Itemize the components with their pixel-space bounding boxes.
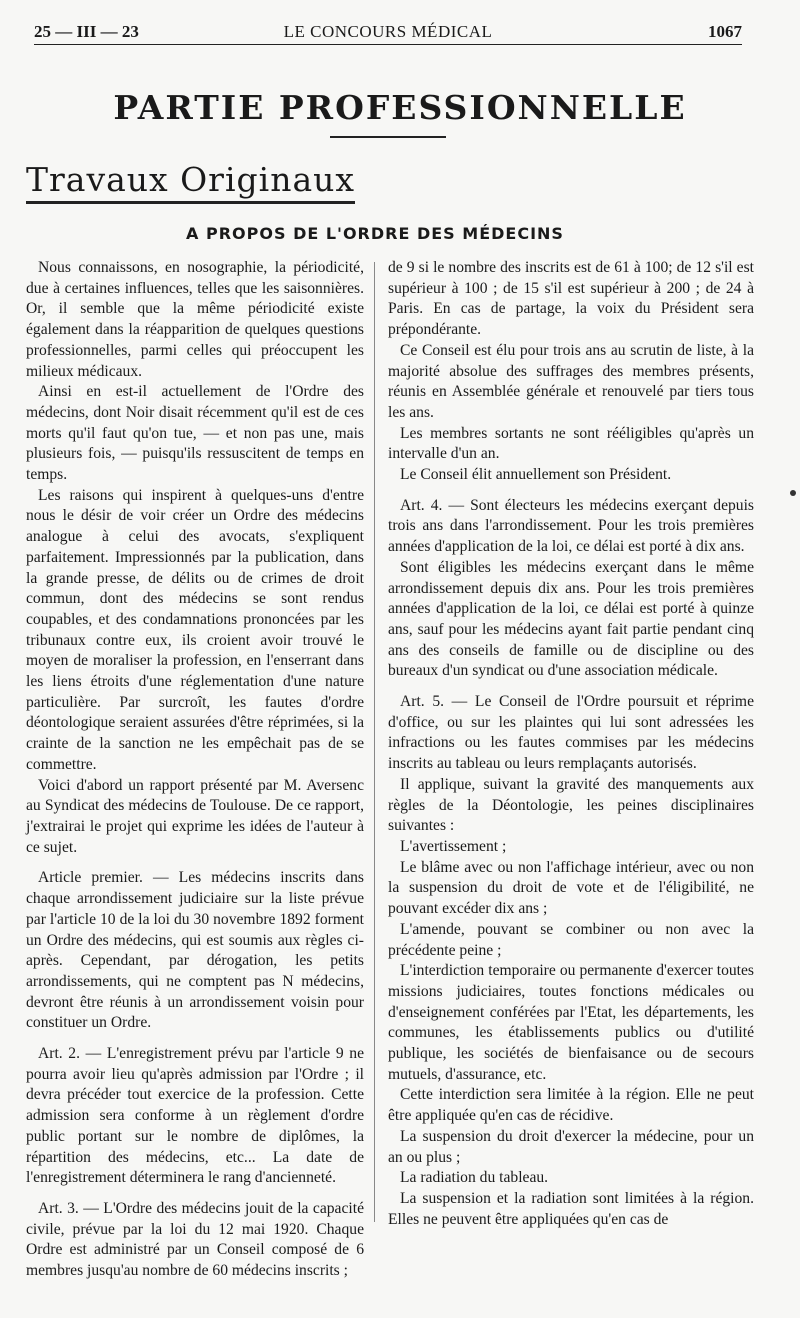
page-header — [34, 22, 742, 45]
paragraph: La suspension du droit d'exercer la médecine, pour un an ou plus ; — [388, 1127, 754, 1166]
paragraph: La radiation du tableau. — [400, 1169, 549, 1187]
journal-title: LE CONCOURS MÉDICAL — [283, 22, 493, 41]
paragraph: Le blâme avec ou non l'affichage intérieur, avec ou non la suspension du droit de vote et de l'éligibilité, ne pouvant excéder dix ans ; — [388, 858, 754, 918]
left-column — [26, 258, 364, 1282]
paragraph: Ainsi en est-il actuellement de l'Ordre des médecins, dont Noir disait récemment qu'il est de ces morts qu'il faut qu'on tue, — et non pas une, mais plusieurs fois, — puisqu'ils ressuscitent de temps en temps. — [26, 383, 364, 484]
column-divider — [374, 262, 375, 1222]
right-column — [388, 258, 754, 1230]
paragraph: Les raisons qui inspirent à quelques-uns d'entre nous le désir de voir créer un Ordre des médecins analogue à celui des avocats, s'expliquent parfaitement. Impressionnés par la publication, dans la grande presse, de délits ou de crimes de droit commun, dont des médecins se sont rendus coupables, et des condamnations prononcées par les tribunaux contre eux, ils croient avoir trouvé le moyen de moraliser la profession, en l'enserrant dans les liens étroits d'une réglementation d'une nature particulière. Par surcroît, les fautes d'ordre déontologique seraient assurées d'être réprimées, si la crainte de la sanction ne les empêchait pas de se commettre. — [26, 486, 364, 773]
issue-date: 25 — III — 23 — [34, 22, 139, 41]
paragraph: Les membres sortants ne sont rééligibles qu'après un intervalle d'un an. — [388, 424, 754, 463]
paragraph: Le Conseil élit annuellement son Président. — [400, 466, 672, 484]
paragraph: Art. 3. — L'Ordre des médecins jouit de la capacité civile, prévue par la loi du 12 mai 1920. Chaque Ordre est administré par un Conseil composé de 6 membres jusqu'au nombre de 60 médecins inscrits ; — [26, 1199, 364, 1280]
paragraph: Art. 5. — Le Conseil de l'Ordre poursuit et réprime d'office, ou sur les plaintes qui lui sont adressées les infractions ou les fautes commises par les médecins inscrits au tableau ou leurs remplaçants autorisés. — [388, 693, 754, 773]
paragraph: L'avertissement ; — [400, 837, 507, 855]
paragraph: L'interdiction temporaire ou permanente d'exercer toutes missions judiciaires, toutes fonctions médicales ou d'enseignement conférées par l'Etat, les départements, les communes, les établissements publics ou d'utilité publique, les sociétés de bienfaisance ou de secours mutuels, d'assurance, etc. — [388, 962, 754, 1083]
paragraph: Article premier. — Les médecins inscrits dans chaque arrondissement judiciaire sur la liste prévue par l'article 10 de la loi du 30 novembre 1892 forment un Ordre des médecins, qui est soumis aux règles ci-après. Cependant, par dérogation, les petits arrondissements, qui ne comptent pas N médecins, devront être réunis à un arrondissement voisin pour constituer un Ordre. — [26, 869, 364, 1032]
paragraph: Ce Conseil est élu pour trois ans au scrutin de liste, à la majorité absolue des suffrages des membres présents, réunis en Assemblée générale et renouvelé par tiers tous les ans. — [388, 341, 754, 421]
section-divider — [330, 136, 446, 138]
paragraph: Il applique, suivant la gravité des manquements aux règles de la Déontologie, les peines disciplinaires suivantes : — [388, 775, 754, 835]
article-title: A PROPOS DE L'ORDRE DES MÉDECINS — [186, 224, 564, 243]
paragraph: Voici d'abord un rapport présenté par M. Aversenc au Syndicat des médecins de Toulouse. De ce rapport, j'extrairai le projet qui exprime les idées de l'auteur à ce sujet. — [26, 776, 364, 856]
paragraph: L'amende, pouvant se combiner ou non avec la précédente peine ; — [388, 920, 754, 959]
paragraph: Art. 2. — L'enregistrement prévu par l'article 9 ne pourra avoir lieu qu'après admission par l'Ordre ; il devra précéder tout exercice de la profession. Cette admission sera conforme à un règlement d'ordre public portant sur le nombre de diplômes, la répartition des médecins, etc... La date de l'enregistrement déterminera le rang d'ancienneté. — [26, 1045, 364, 1187]
page-number: 1067 — [708, 22, 742, 41]
paragraph: La suspension et la radiation sont limitées à la région. Elles ne peuvent être appliquées qu'en cas de — [388, 1189, 754, 1228]
subsection-title: Travaux Originaux — [26, 160, 355, 204]
paragraph: Cette interdiction sera limitée à la région. Elle ne peut être appliquée qu'en cas de récidive. — [388, 1086, 754, 1125]
paragraph: Nous connaissons, en nosographie, la périodicité, due à certaines influences, telles que les saisonnières. Or, il semble que la même périodicité existe également dans la réapparition de quelques questions professionnelles, parmi celles qui préoccupent les milieux médicaux. — [26, 259, 364, 380]
margin-mark — [790, 490, 796, 496]
section-title: PARTIE PROFESSIONNELLE — [113, 88, 687, 127]
paragraph: Art. 4. — Sont électeurs les médecins exerçant depuis trois ans dans l'arrondissement. Pour les trois premières années d'application de la loi, ce délai est porté à dix ans. — [388, 496, 754, 556]
paragraph: Sont éligibles les médecins exerçant dans le même arrondissement depuis dix ans. Pour les trois premières années d'application de la loi, ce délai est porté à quinze ans, sauf pour les médecins ayant fait partie pendant cinq ans des conseils de famille ou de discipline ou des bureaux d'un syndicat ou d'une association médicale. — [388, 558, 754, 680]
paragraph: de 9 si le nombre des inscrits est de 61 à 100; de 12 s'il est supérieur à 100 ; de 15 s'il est supérieur à 200 ; de 24 à Paris. En cas de partage, la voix du Président sera prépondérante. — [388, 259, 754, 339]
